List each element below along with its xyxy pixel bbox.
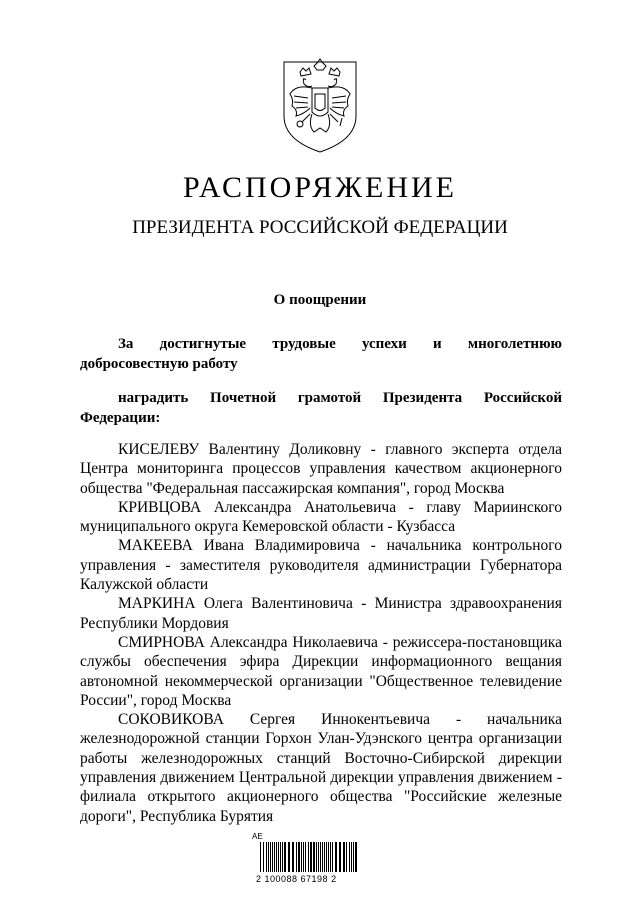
barcode-bar [343,842,345,872]
barcode-bar [335,842,337,872]
barcode-number: 2 100088 67198 2 [256,874,337,884]
barcode-bar [355,842,357,872]
barcode-bar [305,842,306,872]
barcode-bar [292,842,294,872]
document-title: РАСПОРЯЖЕНИЕ [182,171,458,204]
barcode-bar [318,842,319,872]
awardee-item: СОКОВИКОВА Сергея Иннокентьевича - начальника железнодорожной станции Горхон Улан-Удэнского центра организации работы железнодорожных станций Восточно-Сибирской дирекции управления движением Центральной дирекции управления движением - филиала открытого акционерного общества "Российские железные дороги", Республика Бурятия [80,711,562,825]
barcode-bar [276,842,277,872]
barcode-bar [328,842,329,872]
barcode-bar [349,842,350,872]
barcode-bar [270,842,271,872]
barcode-bar [296,842,297,872]
barcode-bar [268,842,269,872]
barcode-bar [351,842,352,872]
barcode-bar [320,842,321,872]
barcode-bar [278,842,279,872]
awardees-list [80,440,562,826]
awardee-item: СМИРНОВА Александра Николаевича - режиссера-постановщика службы обеспечения эфира Дирекции информационного вещания автономной некоммерческой организации "Общественное телевидение России", город Москва [80,633,562,709]
document-heading: О поощрении [273,292,367,308]
barcode-bar [332,842,333,872]
award-paragraph: наградить Почетной грамотой Президента Российской Федерации: [80,390,562,426]
barcode-bar [260,842,261,872]
coat-of-arms-icon [274,54,366,154]
document-subtitle: ПРЕЗИДЕНТА РОССИЙСКОЙ ФЕДЕРАЦИИ [132,217,508,238]
barcode-bar [322,842,323,872]
barcode-bar [330,842,331,872]
barcode-bar [326,842,327,872]
barcode-bar [324,842,325,872]
barcode-bar [303,842,304,872]
barcode-bar [310,842,312,872]
awardee-item: МАРКИНА Олега Валентиновича - Министра здравоохранения Республики Мордовия [80,595,562,632]
barcode-mark: АЕ [252,832,263,841]
intro-paragraph: За достигнутые трудовые успехи и многолетнюю добросовестную работу [80,336,562,372]
barcode-bar [308,842,309,872]
barcode-bar [339,842,341,872]
barcode-bar [346,842,347,872]
barcode-bar [266,842,267,872]
barcode-bar [313,842,315,872]
awardee-item: МАКЕЕВА Ивана Владимировича - начальника контрольного управления - заместителя руководителя администрации Губернатора Калужской области [80,537,562,594]
barcode-bar [274,842,275,872]
barcode-bar [280,842,281,872]
awardee-item: КРИВЦОВА Александра Анатольевича - главу Мариинского муниципального округа Кемеровской области - Кузбасса [80,498,562,536]
barcode-bar [353,842,354,872]
barcode-bar [272,842,273,872]
barcode-bar [288,842,290,872]
barcode [246,832,396,892]
barcode-bar [298,842,300,872]
barcode-bar [263,842,264,872]
barcode-bars [260,842,370,872]
awardee-item: КИСЕЛЕВУ Валентину Доликовну - главного эксперта отдела Центра мониторинга процессов управления качеством акционерного общества "Федеральная пассажирская компания", город Москва [80,441,562,497]
barcode-bar [282,842,283,872]
barcode-bar [301,842,302,872]
barcode-bar [316,842,317,872]
barcode-bar [284,842,286,872]
